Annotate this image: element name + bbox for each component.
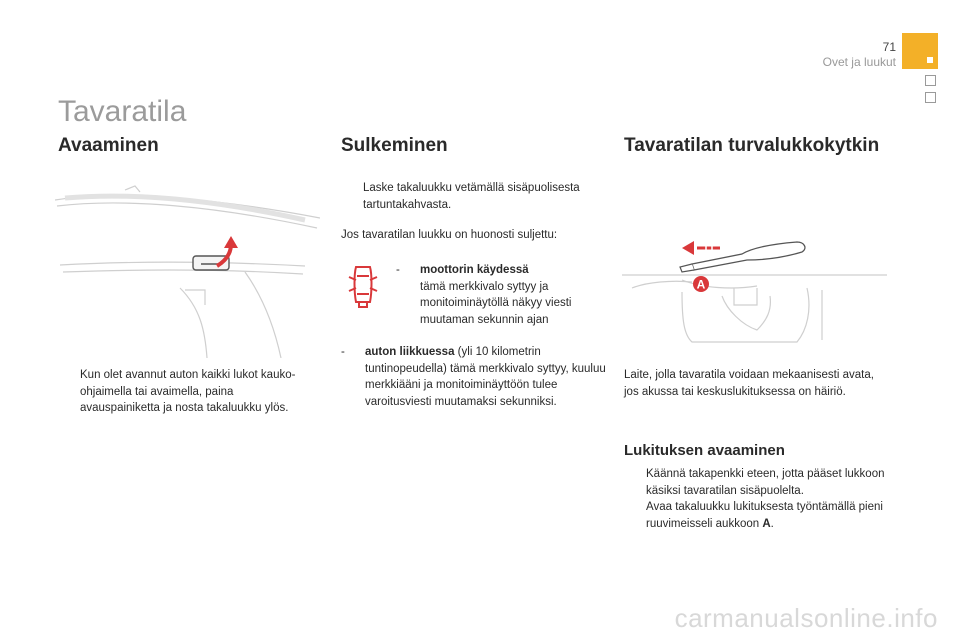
closing-item (396, 262, 606, 328)
opening-text: Kun olet avannut auton kaikki lukot kauko-ohjaimella tai avaimella, paina avauspainiketta ja nosta takaluukku ylös. (80, 369, 296, 414)
watermark: carmanualsonline.info (674, 603, 938, 633)
unlock-bullet (624, 499, 886, 532)
section-title: Ovet ja luukut (822, 55, 896, 69)
page-number: 71 (882, 40, 896, 54)
bullet-marker (341, 180, 353, 213)
closing-item (341, 344, 606, 410)
unlock-bullet-text: Käännä takapenkki eteen, jotta pääset lukkoon käsiksi tavaratilan sisäpuolelta. (646, 468, 885, 497)
open-door-warning-icon (345, 262, 381, 308)
label-a-text: A (696, 277, 706, 292)
unlock-bullet-end: . (770, 517, 774, 530)
closing-item-bold: moottorin käydessä (420, 264, 529, 276)
closing-bullet (341, 180, 603, 213)
bullet-marker (624, 499, 636, 532)
safety-lock-heading: Tavaratilan turvalukkokytkin (624, 135, 880, 156)
closing-heading: Sulkeminen (341, 135, 448, 156)
closing-intro: Jos tavaratilan luukku on huonosti suljettu: (341, 229, 558, 241)
closing-item-text: tämä merkkivalo syttyy ja monitoiminäytöllä näkyy viesti muutaman sekunnin ajan (420, 280, 572, 326)
lock-release-illustration (622, 230, 887, 350)
unlock-bullet (624, 466, 886, 499)
closing-bullet-text: Laske takaluukku vetämällä sisäpuolisesta tartuntakahvasta. (363, 182, 580, 211)
chapter-tab-empty[interactable] (925, 75, 936, 86)
unlock-bullet-text: Avaa takaluukku lukituksesta työntämällä pieni ruuvimeisseli aukkoon (646, 501, 883, 530)
dash-marker: - (396, 264, 400, 276)
closing-item-bold: auton liikkuessa (365, 346, 455, 358)
unlock-heading: Lukituksen avaaminen (624, 442, 785, 459)
tailgate-opening-illustration (55, 180, 320, 358)
bullet-marker (624, 466, 636, 499)
closing-item-text: (yli 10 kilometrin tuntinopeudella) tämä merkkivalo syttyy, kuuluu merkkiääni ja monitoiminäyttöön tulee varoitusviesti muutamaksi sekunniksi. (365, 346, 606, 408)
unlock-bullet-bold: A (762, 517, 771, 530)
chapter-tab-empty[interactable] (925, 92, 936, 103)
safety-lock-text: Laite, jolla tavaratila voidaan mekaanisesti avata, jos akussa tai keskuslukituksessa on häiriö. (624, 369, 874, 398)
chapter-tab[interactable] (902, 33, 938, 69)
opening-heading: Avaaminen (58, 135, 159, 156)
dash-marker: - (341, 346, 345, 358)
chapter-title: Tavaratila (58, 95, 187, 128)
opening-bullet (58, 367, 313, 417)
tab-marker (927, 57, 933, 63)
bullet-marker (58, 367, 70, 417)
